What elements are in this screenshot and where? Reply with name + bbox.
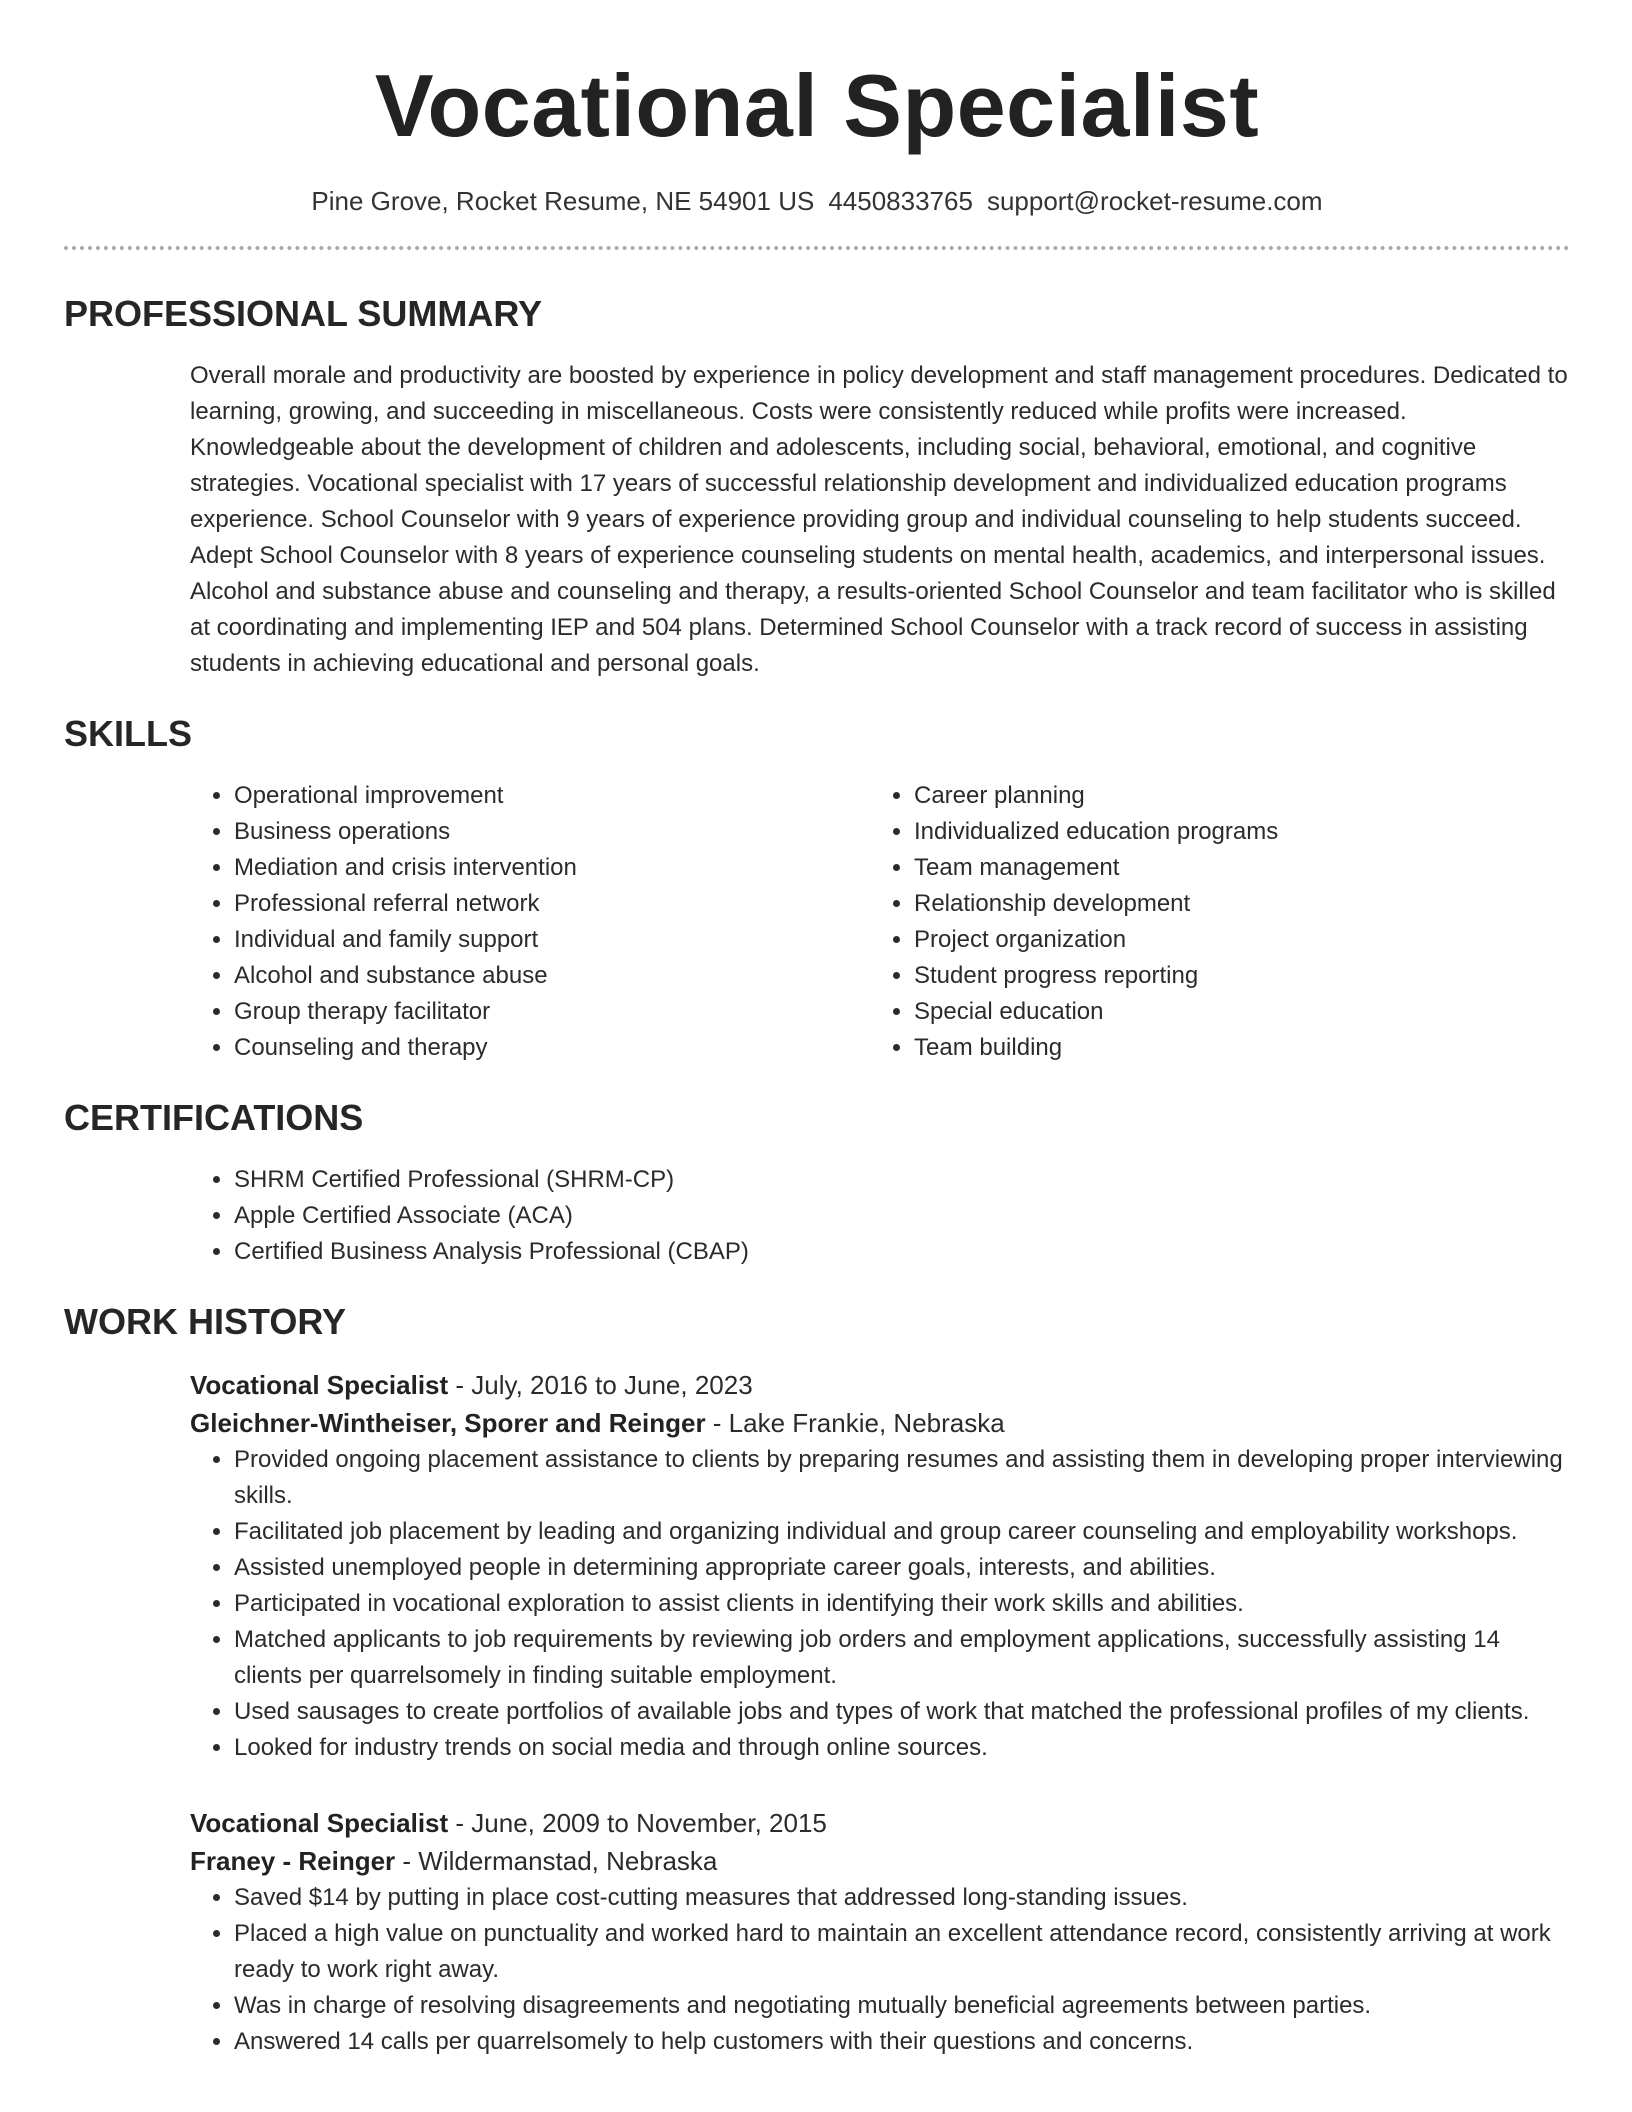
job-location: - Lake Frankie, Nebraska [705,1408,1005,1438]
job-bullet: • Saved $14 by putting in place cost-cutting measures that addressed long-standing issues. [234,1880,1570,1916]
job-company-line [190,1842,1570,1880]
job-company: Franey - Reinger [190,1846,396,1876]
job-title-line [190,1366,1570,1404]
job-bullet: • Facilitated job placement by leading and organizing individual and group career counseling and employability workshops. [234,1514,1570,1550]
resume-name: Vocational Specialist [374,56,1260,155]
skill-item: • Individual and family support [234,922,870,958]
summary-title: PROFESSIONAL SUMMARY [64,293,543,334]
skill-item: • Team building [914,1030,1550,1066]
certifications-section [64,1096,1570,1270]
job-company: Gleichner-Wintheiser, Sporer and Reinger [190,1408,706,1438]
job-entry [190,1366,1570,1766]
skills-section [64,712,1570,1066]
summary-section [64,292,1570,682]
work-history-section [64,1300,1570,2060]
skills-grid [190,778,1570,1066]
certifications-title: CERTIFICATIONS [64,1097,364,1138]
skills-column-right [870,778,1550,1066]
job-bullet: • Provided ongoing placement assistance to clients by preparing resumes and assisting them in developing proper interviewing skills. [234,1442,1570,1514]
skill-item: • Operational improvement [234,778,870,814]
skills-list-right [870,778,1550,1066]
job-entry [190,1804,1570,2060]
job-bullet: • Matched applicants to job requirements by reviewing job orders and employment applications, successfully assisting 14 clients per quarrelsomely in finding suitable employment. [234,1622,1570,1694]
job-location: - Wildermanstad, Nebraska [395,1846,718,1876]
job-dates: - July, 2016 to June, 2023 [448,1370,753,1400]
certification-item: • SHRM Certified Professional (SHRM-CP) [234,1162,1570,1198]
skill-item: • Relationship development [914,886,1550,922]
skills-list-left [190,778,870,1066]
contact-address: Pine Grove, Rocket Resume, NE 54901 US [311,186,815,216]
skill-item: • Individualized education programs [914,814,1550,850]
resume-page [64,0,1570,2060]
skills-column-left [190,778,870,1066]
contact-email: support@rocket-resume.com [986,186,1323,216]
skill-item: • Career planning [914,778,1550,814]
certification-item: • Certified Business Analysis Professional (CBAP) [234,1234,1570,1270]
skill-item: • Special education [914,994,1550,1030]
job-bullet: • Answered 14 calls per quarrelsomely to help customers with their questions and concerns. [234,2024,1570,2060]
header-divider [64,246,1570,250]
skill-item: • Business operations [234,814,870,850]
certifications-list [190,1162,1570,1270]
skill-item: • Alcohol and substance abuse [234,958,870,994]
skill-item: • Counseling and therapy [234,1030,870,1066]
certifications-list-wrap [190,1162,1570,1270]
contact-line [64,184,1570,218]
job-bullet: • Assisted unemployed people in determining appropriate career goals, interests, and abilities. [234,1550,1570,1586]
contact-phone: 4450833765 [828,186,973,216]
job-role: Vocational Specialist [190,1370,449,1400]
skill-item: • Mediation and crisis intervention [234,850,870,886]
summary-text: Overall morale and productivity are boosted by experience in policy development and staff management procedures. Dedicated to learning, growing, and succeeding in miscellaneous. Costs were consistently reduced while profits were increased. Knowledgeable about the development of children and adolescents, including social, behavioral, emotional, and cognitive strategies. Vocational specialist with 17 years of successful relationship development and individualized education programs experience. School Counselor with 9 years of experience providing group and individual counseling to help students succeed. Adept School Counselor with 8 years of experience counseling students on mental health, academics, and interpersonal issues. Alcohol and substance abuse and counseling and therapy, a results-oriented School Counselor and team facilitator who is skilled at coordinating and implementing IEP and 504 plans. Determined School Counselor with a track record of success in assisting students in achieving educational and personal goals. [190,362,1568,677]
skill-item: • Student progress reporting [914,958,1550,994]
job-dates: - June, 2009 to November, 2015 [448,1808,827,1838]
job-bullet: • Was in charge of resolving disagreements and negotiating mutually beneficial agreements between parties. [234,1988,1570,2024]
certification-item: • Apple Certified Associate (ACA) [234,1198,1570,1234]
work-history-title: WORK HISTORY [64,1301,347,1342]
skill-item: • Project organization [914,922,1550,958]
job-company-line [190,1404,1570,1442]
skill-item: • Professional referral network [234,886,870,922]
job-role: Vocational Specialist [190,1808,449,1838]
job-bullet: • Participated in vocational exploration to assist clients in identifying their work skills and abilities. [234,1586,1570,1622]
job-bullets [190,1442,1570,1766]
job-title-line [190,1804,1570,1842]
job-bullet: • Used sausages to create portfolios of available jobs and types of work that matched the professional profiles of my clients. [234,1694,1570,1730]
skill-item: • Group therapy facilitator [234,994,870,1030]
job-bullet: • Placed a high value on punctuality and worked hard to maintain an excellent attendance record, consistently arriving at work ready to work right away. [234,1916,1570,1988]
skill-item: • Team management [914,850,1550,886]
job-bullets [190,1880,1570,2060]
job-bullet: • Looked for industry trends on social media and through online sources. [234,1730,1570,1766]
skills-title: SKILLS [64,713,193,754]
